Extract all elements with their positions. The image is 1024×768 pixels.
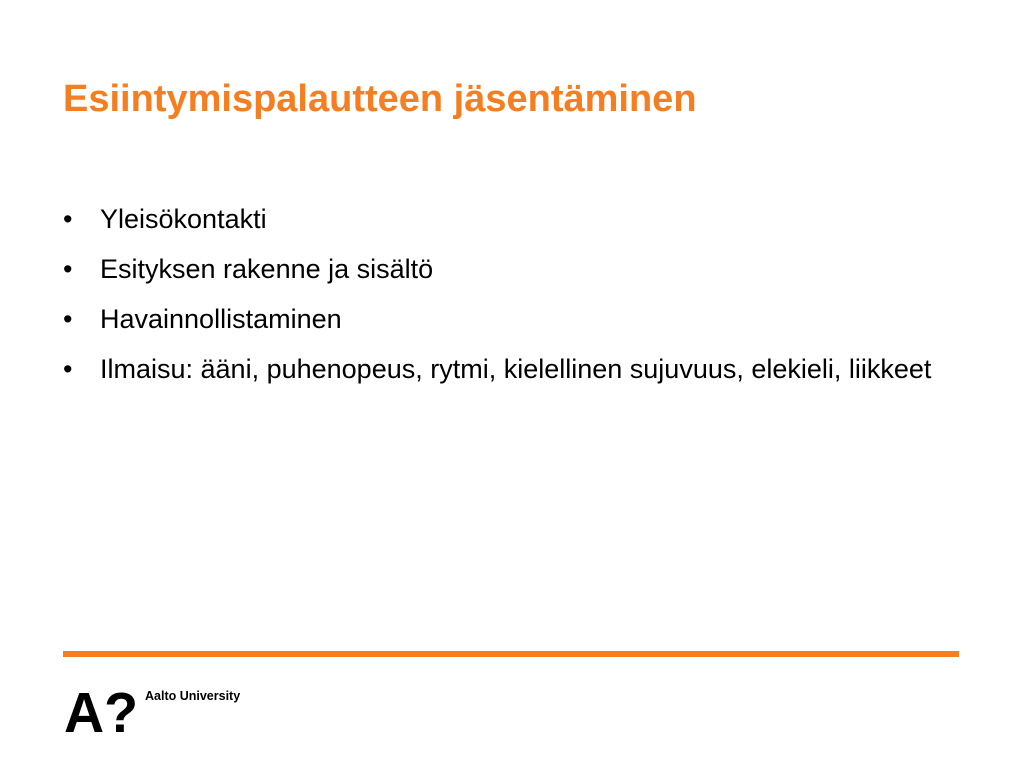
bullet-item-audience-contact xyxy=(63,201,963,238)
bullet-text: Esityksen rakenne ja sisältö xyxy=(100,254,434,284)
bullet-marker: • xyxy=(63,204,73,234)
university-wordmark: Aalto University xyxy=(145,689,241,703)
bullet-list xyxy=(63,201,963,401)
aalto-logo-icon xyxy=(64,686,138,734)
bullet-item-visualization xyxy=(63,301,963,338)
bullet-marker: • xyxy=(63,354,73,384)
bullet-item-expression xyxy=(63,351,963,388)
bullet-marker: • xyxy=(63,304,73,334)
bullet-marker: • xyxy=(63,254,73,284)
bullet-item-structure-content xyxy=(63,251,963,288)
bullet-text: Yleisökontakti xyxy=(100,204,267,234)
logo-mark: A? xyxy=(64,686,138,734)
slide-title: Esiintymispalautteen jäsentäminen xyxy=(63,78,697,120)
bullet-text: Havainnollistaminen xyxy=(100,304,342,334)
bullet-text: Ilmaisu: ääni, puhenopeus, rytmi, kielellinen sujuvuus, elekieli, liikkeet xyxy=(100,354,932,384)
footer-divider xyxy=(63,651,959,657)
